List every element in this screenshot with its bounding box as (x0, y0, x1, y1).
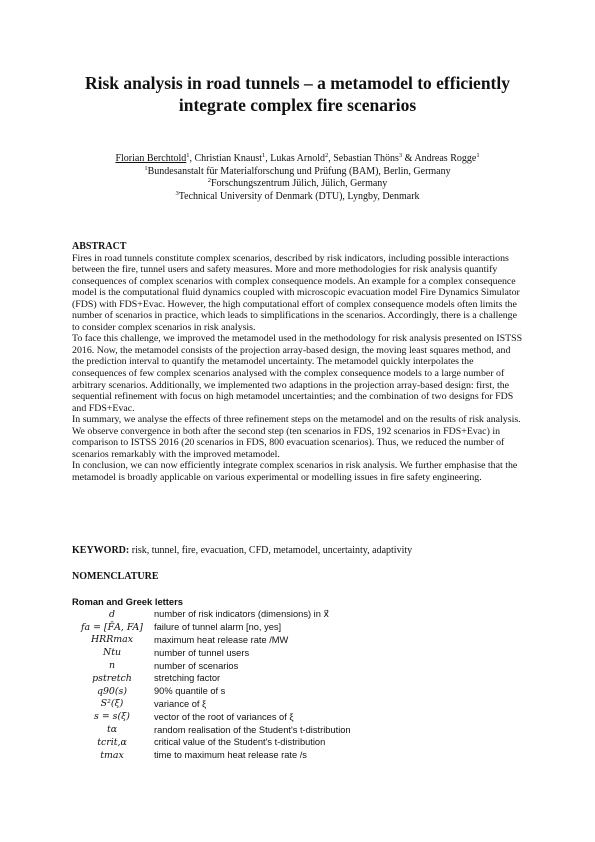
affiliation-text: Bundesanstalt für Materialforschung und Prüfung (BAM), Berlin, Germany (147, 165, 451, 177)
nomenclature-row (72, 621, 524, 634)
nomenclature-symbol: d (108, 608, 115, 620)
nomenclature-symbol: q90(s) (96, 685, 128, 697)
abstract-heading: ABSTRACT (72, 241, 127, 252)
nomenclature-heading: NOMENCLATURE (72, 571, 159, 582)
nomenclature-table (72, 608, 524, 762)
author-name: Lukas Arnold (270, 153, 325, 164)
nomenclature-description: maximum heat release rate /MW (154, 634, 289, 645)
nomenclature-description: vector of the root of variances of ξ (154, 711, 294, 722)
affiliation (40, 191, 555, 204)
nomenclature-symbol: Ntu (102, 647, 121, 659)
nomenclature-description: number of risk indicators (dimensions) in x⃗ (154, 608, 329, 619)
nomenclature-symbol: tcrit,α (97, 736, 127, 748)
nomenclature-description: number of tunnel users (154, 647, 250, 658)
keywords-label: KEYWORD: (72, 545, 130, 556)
nomenclature-row (72, 634, 524, 647)
nomenclature-row (72, 646, 524, 659)
nomenclature-row (72, 723, 524, 736)
author-affiliation-mark: 1 (476, 152, 480, 159)
author-affiliation-mark: 3 (398, 152, 403, 159)
nomenclature-description: variance of ξ (154, 698, 207, 709)
nomenclature-symbol: n (108, 660, 116, 672)
abstract-paragraph: To face this challenge, we improved the metamodel used in the methodology for risk analysis presented on ISTSS 2016. Now, the metamodel consists of the projection array-based design, the moving least squares method, and the prediction interval to quantify the metamodel uncertainty. The metamodel quickly interpolates the consequences of few complex scenarios analysed with the complex consequence models to a large number of arbitrary scenarios. Additionally, we implemented two adaptions in the projection array-based design: first, the sequential refinement with focus on high metamodel uncertainties; and the combination of two designs for FDS and FDS+Evac. (72, 333, 523, 414)
author-list: Florian Berchtold$^1$, Christian Knaust$^1$, Lukas Arnold$^2$, Sebastian Thöns$^3$ & Andreas Rogge$^1$ (115, 152, 480, 164)
keywords (72, 545, 524, 557)
author-name: Sebastian Thöns (333, 153, 399, 164)
nomenclature-symbol: S²(ξ) (100, 698, 124, 710)
nomenclature-symbol: fa = [F̄A, FA] (81, 621, 143, 633)
affiliation (40, 166, 555, 179)
nomenclature-row (72, 749, 524, 762)
nomenclature-symbol: s = s(ξ) (94, 711, 130, 723)
author-name: Christian Knaust (194, 153, 263, 164)
nomenclature-row (72, 685, 524, 698)
paper-title: Risk analysis in road tunnels – a metamodel to efficiently integrate complex fire scenarios (84, 73, 511, 115)
author-name: Florian Berchtold (115, 153, 187, 164)
nomenclature-subheading: Roman and Greek letters (72, 596, 183, 607)
nomenclature-symbol: tα (106, 724, 118, 736)
nomenclature-row (72, 698, 524, 711)
author-affiliation-mark: 1 (186, 152, 190, 159)
nomenclature-row (72, 608, 524, 621)
author-name: Andreas Rogge (414, 153, 477, 164)
nomenclature-description: 90% quantile of s (154, 686, 226, 697)
keywords-text: risk, tunnel, fire, evacuation, CFD, metamodel, uncertainty, adaptivity (131, 545, 413, 556)
nomenclature-description: time to maximum heat release rate /s (154, 750, 307, 761)
abstract-paragraph: Fires in road tunnels constitute complex scenarios, described by risk indicators, including possible interactions between the fire, tunnel users and safety measures. More and more methodologies for risk analysis quantify consequences of complex scenarios with complex consequence models. An example for a complex consequence model is the computational fluid dynamics coupled with microscopic evacuation model Fire Dynamics Simulator (FDS) with FDS+Evac. However, the high computational effort of complex consequence models often limits the number of scenarios in practice, which leads to simplifications in the scenarios. Accordingly, there is a challenge to consider complex scenarios in risk analysis. (72, 252, 520, 333)
abstract-paragraph: In summary, we analyse the effects of three refinement steps on the metamodel and on the results of risk analysis. We observe convergence in both after the second step (ten scenarios in FDS, 192 scenarios in FDS+Evac) in comparison to ISTSS 2016 (20 scenarios in FDS, 800 evacuation scenarios). Thus, we reduced the number of scenarios remarkably with the improved metamodel. (72, 414, 521, 460)
nomenclature-description: number of scenarios (154, 660, 239, 671)
abstract-body (72, 253, 524, 484)
nomenclature-row (72, 710, 524, 723)
nomenclature-symbol: HRRmax (90, 634, 134, 646)
affiliation-text: Technical University of Denmark (DTU), Lyngby, Denmark (178, 190, 420, 202)
nomenclature-description: critical value of the Student's t-distribution (154, 737, 326, 748)
author-affiliation-mark: 1 (262, 152, 266, 159)
abstract-paragraph: In conclusion, we can now efficiently integrate complex scenarios in risk analysis. We further emphasise that the metamodel is broadly applicable on various experimental or modelling issues in fire safety engineering. (72, 460, 518, 483)
affiliation-mark: 3 (175, 189, 179, 197)
nomenclature-symbol: pstretch (92, 672, 132, 684)
affiliation-mark: 1 (144, 164, 148, 172)
nomenclature-row (72, 672, 524, 685)
author-block (40, 153, 555, 203)
affiliation-text: Forschungszentrum Jülich, Jülich, Germany (210, 178, 388, 190)
nomenclature-symbol: tmax (100, 749, 124, 761)
affiliation (40, 178, 555, 191)
nomenclature-description: stretching factor (154, 673, 221, 684)
nomenclature-description: random realisation of the Student's t-distribution (154, 724, 351, 735)
nomenclature-row (72, 659, 524, 672)
nomenclature-row (72, 736, 524, 749)
affiliation-mark: 2 (207, 177, 211, 185)
nomenclature-description: failure of tunnel alarm [no, yes] (154, 622, 282, 633)
author-affiliation-mark: 2 (324, 152, 329, 159)
